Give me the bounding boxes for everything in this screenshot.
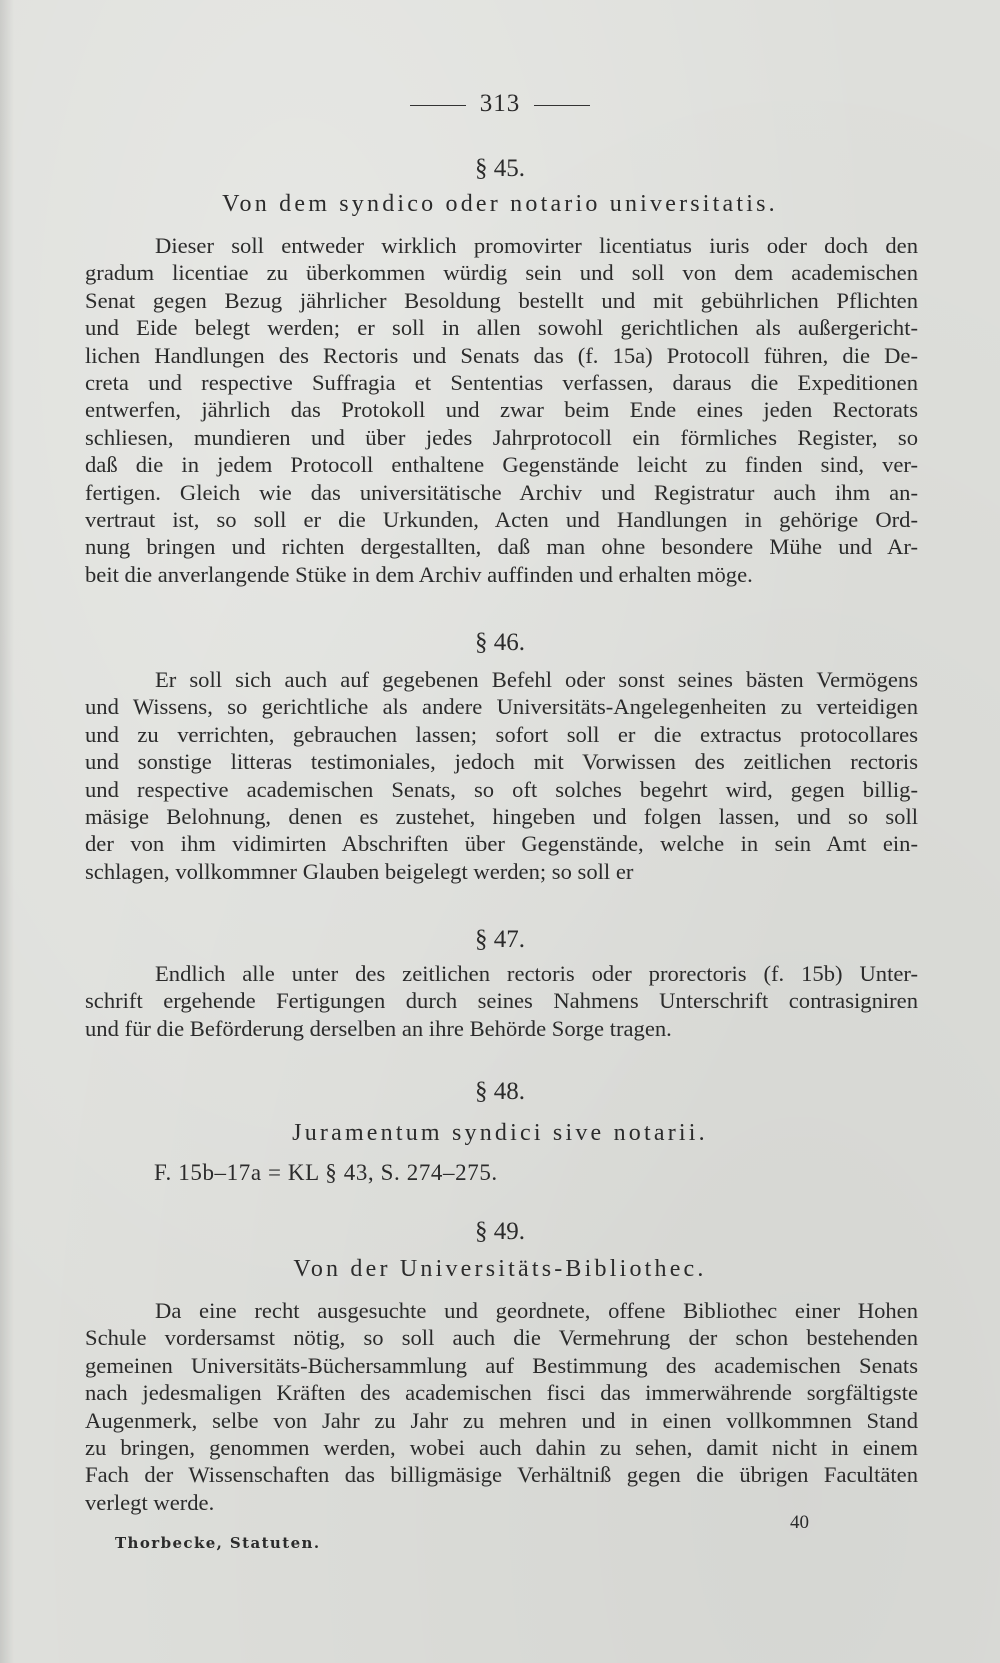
paragraph-line: und für die Beförderung derselben an ihre Behörde Sorge tragen.	[85, 1015, 672, 1041]
section-45-heading: § 45.	[475, 155, 525, 182]
paragraph-line: zu bringen, genommen werden, wobei auch dahin zu sehen, damit nicht in einem	[85, 1435, 918, 1461]
paragraph-line: schliesen, mundieren und über jedes Jahrprotocoll ein förmliches Register, so	[85, 424, 918, 450]
paragraph-line: Schule vordersamst nötig, so soll auch die Vermehrung der schon bestehenden	[85, 1325, 918, 1351]
paragraph-line: und respective academischen Senats, so oft solches begehrt wird, gegen billig-	[85, 776, 918, 802]
paragraph-line: lichen Handlungen des Rectoris und Senats das (f. 15a) Protocoll führen, die De-	[85, 342, 918, 368]
paragraph-line: nung bringen und richten dergestallten, daß man ohne besondere Mühe und Ar-	[85, 534, 918, 560]
paragraph-line: Senat gegen Bezug jährlicher Besoldung bestellt und mit gebührlichen Pflichten	[85, 287, 918, 313]
page-number: 313	[479, 90, 521, 117]
paragraph-line: nach jedesmaligen Kräften des academischen fisci das immerwährende sorgfältigste	[85, 1380, 918, 1406]
paragraph-line: der von ihm vidimirten Abschriften über Gegenstände, welche in sein Amt ein-	[85, 831, 918, 857]
paragraph-line: entwerfen, jährlich das Protokoll und zwar beim Ende eines jeden Rectorats	[85, 397, 918, 423]
header-left-rule	[410, 105, 466, 106]
paragraph-line: fertigen. Gleich wie das universitätische Archiv und Registratur auch ihm an-	[85, 479, 918, 505]
page-header	[0, 90, 1000, 118]
section-47-paragraph	[85, 960, 918, 1042]
paragraph-line: und zu verrichten, gebrauchen lassen; sofort soll er die extractus protocollares	[85, 721, 918, 747]
paragraph-line: mäsige Belohnung, denen es zustehet, hingeben und folgen lassen, und so soll	[85, 804, 918, 830]
paragraph-line: verlegt werde.	[85, 1489, 215, 1515]
paragraph-line: und Wissens, so gerichtliche als andere Universitäts-Angelegenheiten zu verteidigen	[85, 694, 918, 720]
paragraph-line: Er soll sich auch auf gegebenen Befehl oder sonst seines bästen Vermögens	[155, 667, 918, 692]
section-47-heading: § 47.	[475, 926, 525, 953]
paragraph-line: schrift ergehende Fertigungen durch seines Nahmens Unterschrift contrasigniren	[85, 988, 918, 1014]
section-49-heading: § 49.	[475, 1218, 525, 1245]
paragraph-line: und Eide belegt werden; er soll in allen sowohl gerichtlichen als außergericht-	[85, 315, 918, 341]
paragraph-line: Fach der Wissenschaften das billigmäsige Verhältniß gegen die übrigen Facultäten	[85, 1462, 918, 1488]
paragraph-line: beit die anverlangende Stüke in dem Archiv auffinden und erhalten möge.	[85, 561, 753, 587]
printer-signature: Thorbecke, Statuten.	[115, 1534, 321, 1552]
section-46-paragraph	[85, 666, 918, 885]
section-45-title: Von dem syndico oder notario universitatis.	[222, 191, 778, 217]
header-right-rule	[534, 105, 590, 106]
sheet-number: 40	[790, 1512, 809, 1533]
paragraph-line: Endlich alle unter des zeitlichen rectoris oder prorectoris (f. 15b) Unter-	[155, 961, 918, 986]
section-49-title: Von der Universitäts-Bibliothec.	[293, 1256, 707, 1282]
paragraph-line: schlagen, vollkommner Glauben beigelegt werden; so soll er	[85, 858, 634, 884]
paragraph-line: vertraut ist, so soll er die Urkunden, Acten und Handlungen in gehörige Ord-	[85, 507, 918, 533]
paragraph-line: creta und respective Suffragia et Sententias verfassen, daraus die Expeditionen	[85, 370, 918, 396]
section-46-heading: § 46.	[475, 629, 525, 656]
section-48-reference: F. 15b–17a = KL § 43, S. 274–275.	[154, 1160, 498, 1185]
paragraph-line: Dieser soll entweder wirklich promovirter licentiatus iuris oder doch den	[155, 233, 918, 258]
paragraph-line: gradum licentiae zu überkommen würdig sein und soll von dem academischen	[85, 260, 918, 286]
page-edge-shadow	[0, 0, 14, 1663]
section-49-paragraph	[85, 1297, 918, 1516]
section-48-heading: § 48.	[475, 1078, 525, 1105]
paragraph-line: daß die in jedem Protocoll enthaltene Gegenstände leicht zu finden sind, ver-	[85, 452, 918, 478]
paragraph-line: und sonstige litteras testimoniales, jedoch mit Vorwissen des zeitlichen rectoris	[85, 749, 918, 775]
paragraph-line: gemeinen Universitäts-Büchersammlung auf Bestimmung des academischen Senats	[85, 1352, 918, 1378]
paragraph-line: Da eine recht ausgesuchte und geordnete, offene Bibliothec einer Hohen	[155, 1298, 918, 1323]
section-45-paragraph	[85, 232, 918, 588]
paragraph-line: Augenmerk, selbe von Jahr zu Jahr zu mehren und in einen vollkommnen Stand	[85, 1407, 918, 1433]
section-48-title: Juramentum syndici sive notarii.	[292, 1120, 708, 1146]
